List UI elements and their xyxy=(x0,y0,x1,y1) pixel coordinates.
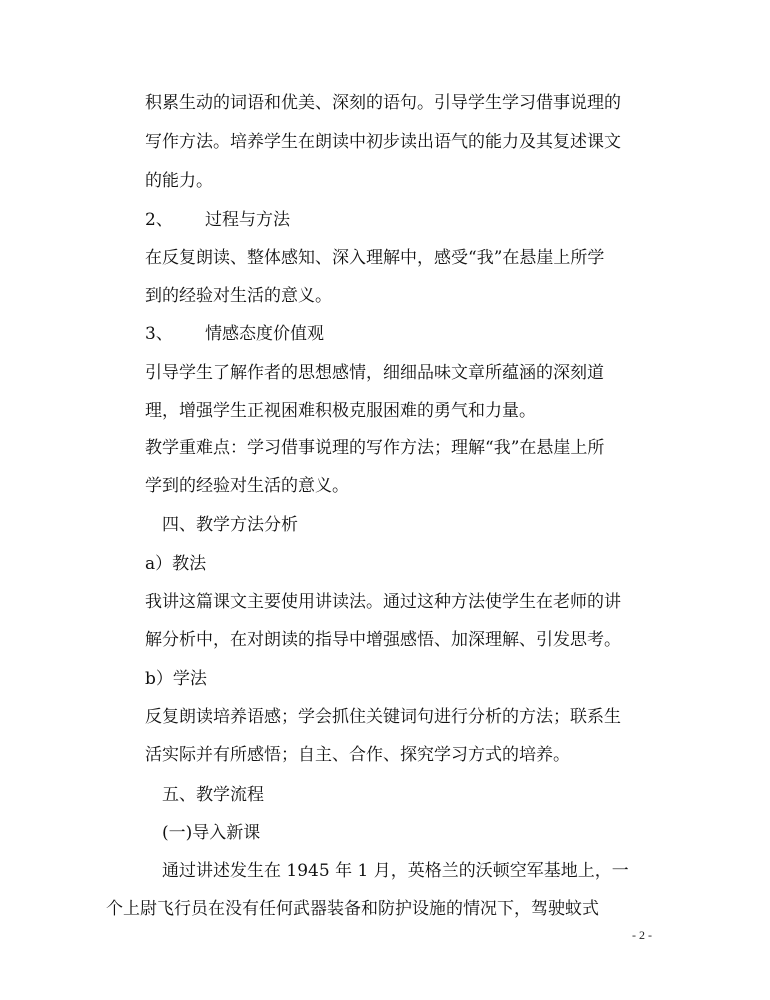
text-line-22: 个上尉飞行员在没有任何武器装备和防护设施的情况下，驾驶蚊式 xyxy=(106,899,599,919)
section-heading-process xyxy=(145,209,290,231)
section-title: 过程与方法 xyxy=(205,210,290,230)
subheading-learning-method: b）学法 xyxy=(145,669,207,689)
text-line-14: 我讲这篇课文主要使用讲读法。通过这种方法使学生在老师的讲 xyxy=(145,592,621,612)
section-number: 3、 xyxy=(145,324,173,344)
text-line-11: 学到的经验对生活的意义。 xyxy=(145,476,349,496)
text-line-2: 写作方法。培养学生在朗读中初步读出语气的能力及其复述课文 xyxy=(145,132,621,152)
text-line-5: 在反复朗读、整体感知、深入理解中，感受“我”在悬崖上所学 xyxy=(145,248,605,268)
text-line-17: 反复朗读培养语感；学会抓住关键词句进行分析的方法；联系生 xyxy=(145,707,621,727)
subheading-introduction: (一)导入新课 xyxy=(162,823,261,843)
text-line-21: 通过讲述发生在 1945 年 1 月，英格兰的沃顿空军基地上，一 xyxy=(162,861,629,881)
text-line-8: 引导学生了解作者的思想感情，细细品味文章所蕴涵的深刻道 xyxy=(145,363,604,383)
section-title: 情感态度价值观 xyxy=(205,324,324,344)
text-line-9: 理，增强学生正视困难积极克服困难的勇气和力量。 xyxy=(145,401,536,421)
text-line-15: 解分析中，在对朗读的指导中增强感悟、加深理解、引发思考。 xyxy=(145,630,621,650)
text-line-10: 教学重难点：学习借事说理的写作方法；理解“我”在悬崖上所 xyxy=(145,438,605,458)
heading-method-analysis: 四、教学方法分析 xyxy=(162,515,298,535)
text-line-3: 的能力。 xyxy=(145,171,213,191)
subheading-teaching-method: a）教法 xyxy=(145,554,207,574)
section-number: 2、 xyxy=(145,210,173,230)
heading-teaching-process: 五、教学流程 xyxy=(162,785,264,805)
page-number: - 2 - xyxy=(632,928,652,942)
text-line-6: 到的经验对生活的意义。 xyxy=(145,286,332,306)
section-heading-values xyxy=(145,323,324,345)
text-line-1: 积累生动的词语和优美、深刻的语句。引导学生学习借事说理的 xyxy=(145,93,621,113)
text-line-18: 活实际并有所感悟；自主、合作、探究学习方式的培养。 xyxy=(145,745,570,765)
